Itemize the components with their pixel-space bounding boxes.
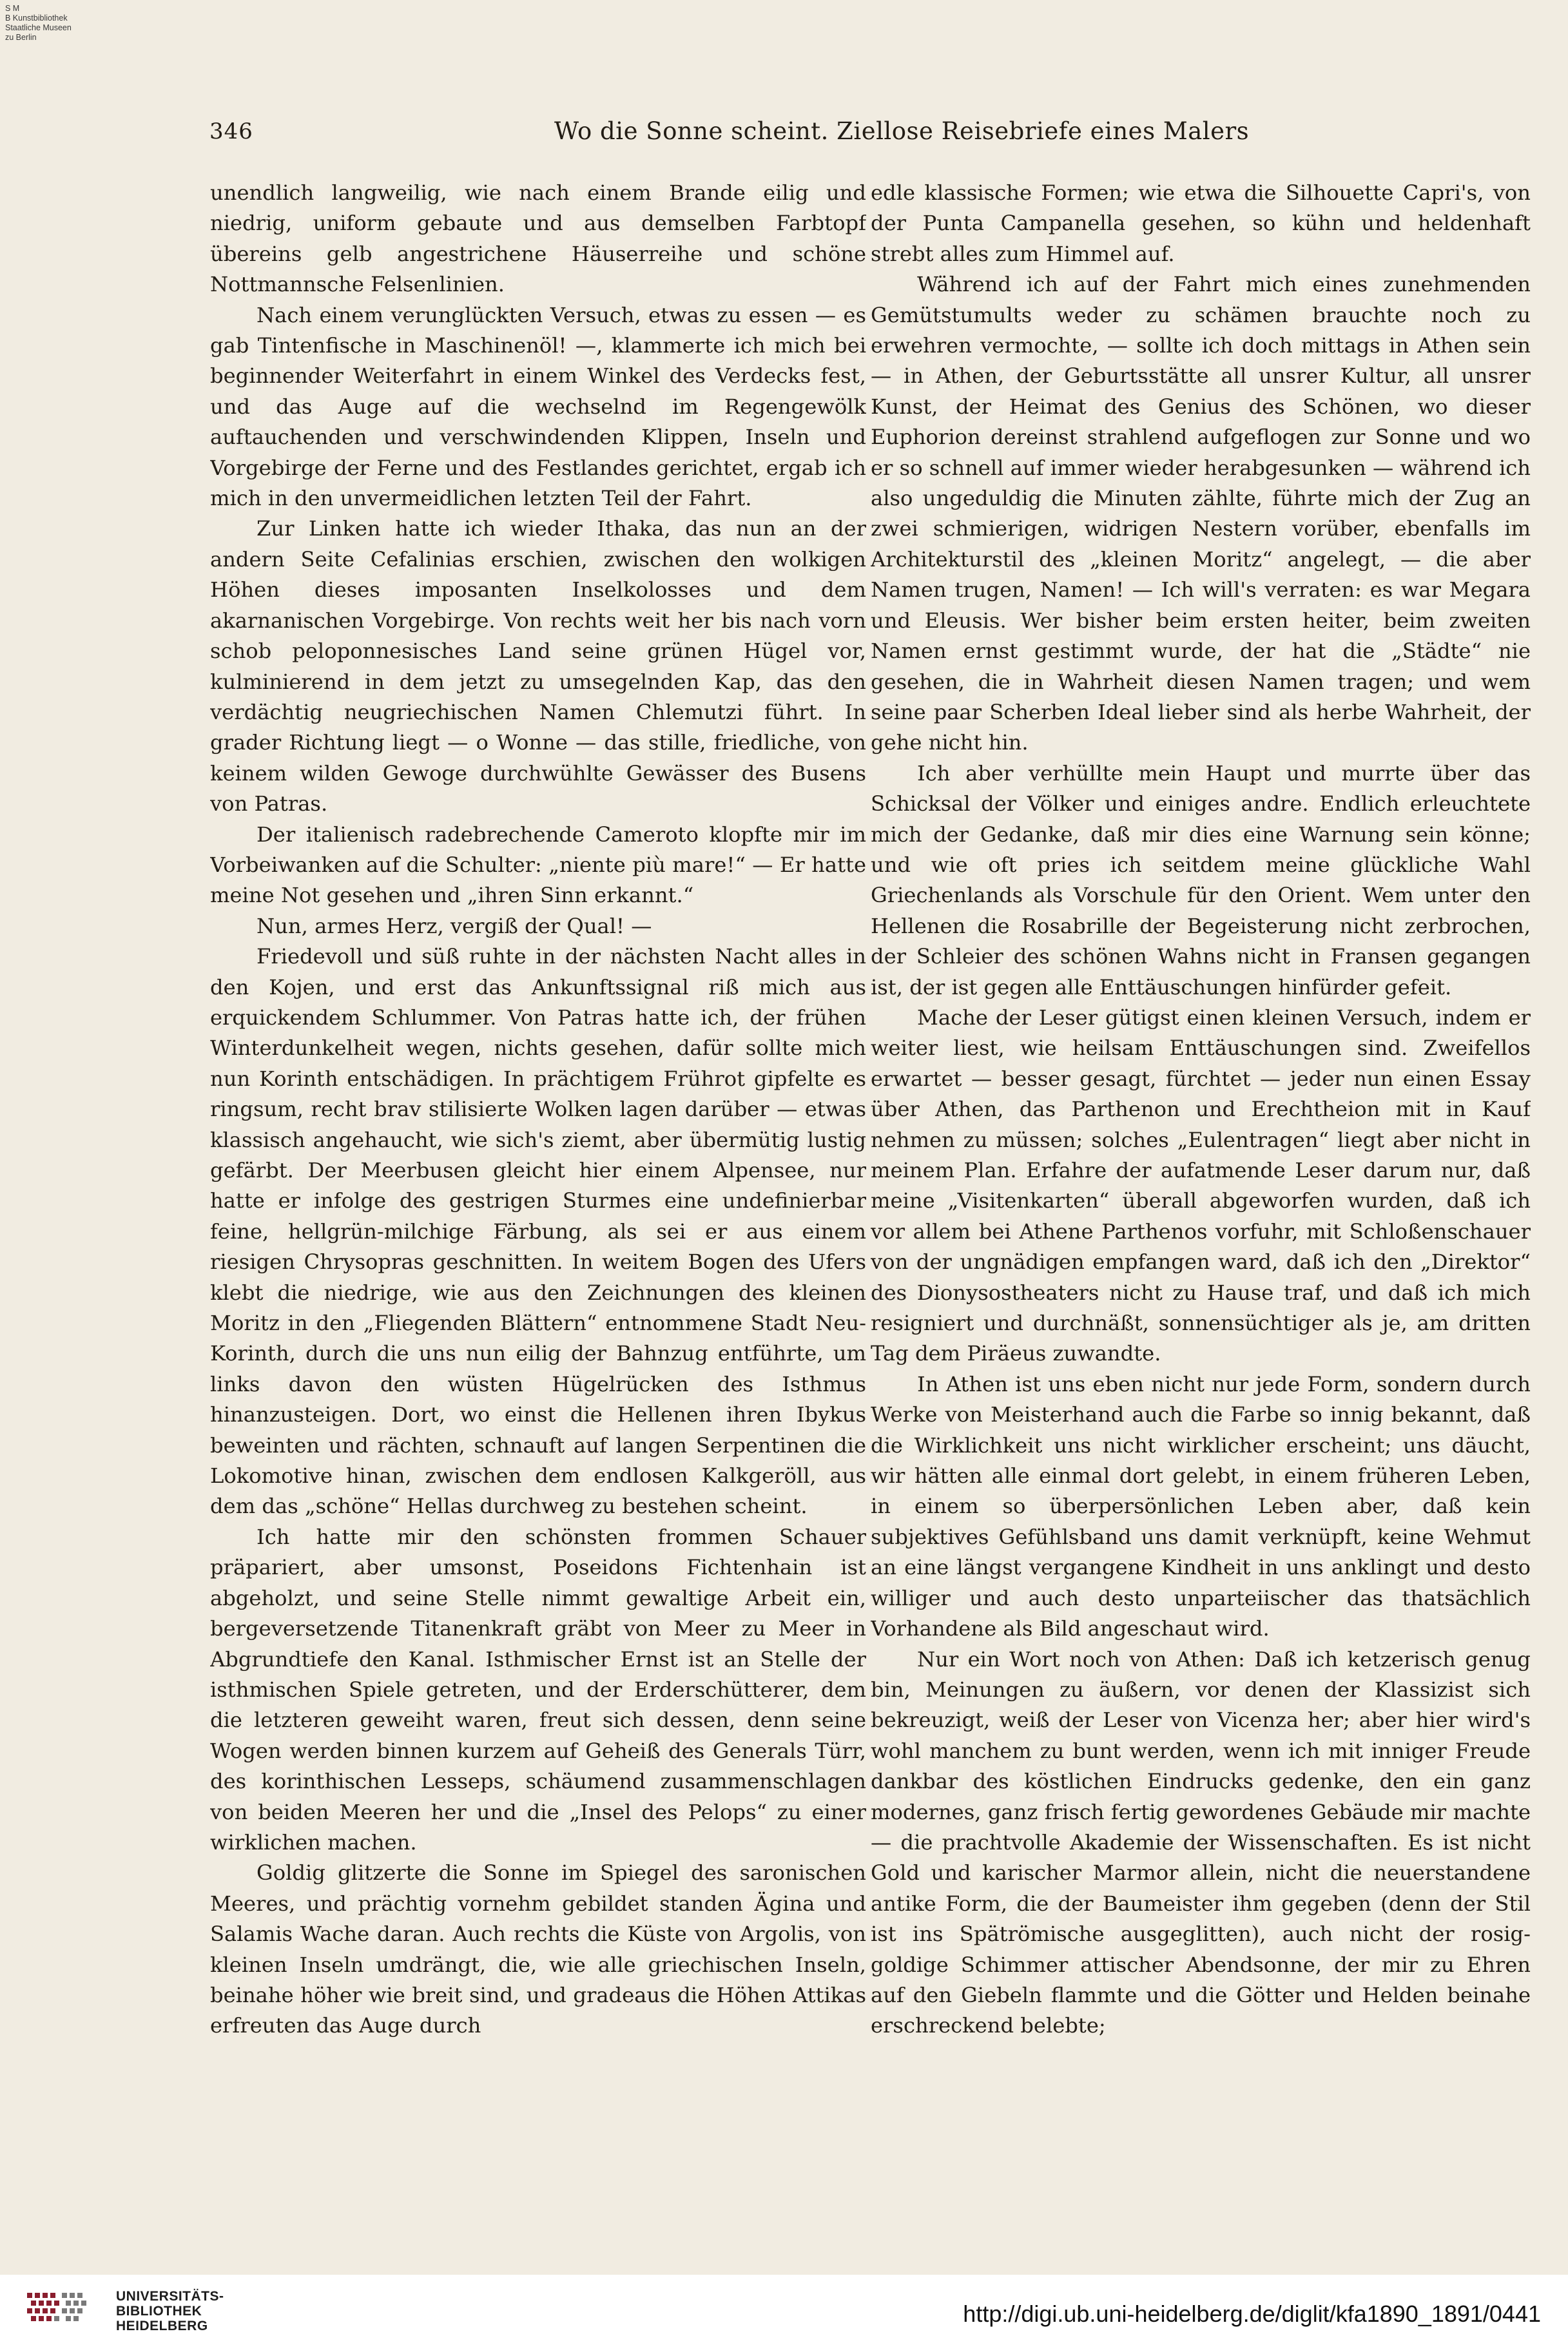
institution-line: UNIVERSITÄTS- bbox=[116, 2289, 224, 2304]
left-column bbox=[210, 178, 866, 2130]
paragraph: In Athen ist uns eben nicht nur jede Form, sondern durch Werke von Meisterhand auch die Farbe so innig bekannt, daß die Wirklichkeit uns nicht wirklicher erscheint; uns däucht, wir hätten alle einmal dort gelebt, in einem früheren Leben, in einem so überpersönlichen Leben aber, daß kein subjektives Gefühlsband uns damit verknüpft, keine Wehmut an eine längst vergangene Kindheit in uns anklingt und desto williger und auch desto unparteiischer das thatsächlich Vorhandene als Bild angeschaut wird. bbox=[871, 1371, 1531, 1641]
paragraph: unendlich langweilig, wie nach einem Brande eilig und niedrig, uniform gebaute und aus demselben Farbtopf übereins gelb angestrichene Häuserreihe und schöne Nottmannsche Felsenlinien. bbox=[210, 180, 866, 297]
library-stamp bbox=[5, 4, 102, 43]
paragraph: Ich aber verhüllte mein Haupt und murrte über das Schicksal der Völker und einiges andre. Endlich erleuchtete mich der Gedanke, daß mir dies eine Warnung sein könne; und wie oft pries ich seitdem meine glückliche Wahl Griechenlands als Vorschule für den Orient. Wem unter den Hellenen die Rosabrille der Begeisterung nicht zerbrochen, der Schleier des schönen Wahns nicht in Fransen gegangen ist, der ist gegen alle Enttäuschungen hinfürder gefeit. bbox=[871, 760, 1531, 999]
paragraph: Nun, armes Herz, vergiß der Qual! — bbox=[256, 913, 652, 938]
paragraph: Während ich auf der Fahrt mich eines zunehmenden Gemütstumults weder zu schämen brauchte noch zu erwehren vermochte, — sollte ich doch mittags in Athen sein — in Athen, der Geburtsstätte all unsrer Kultur, all unsrer Kunst, der Heimat des Genius des Schönen, wo dieser Euphorion dereinst strahlend aufgeflogen zur Sonne und wo er so schnell auf immer wieder herabgesunken — während ich also ungeduldig die Minuten zählte, führte mich der Zug an zwei schmierigen, widrigen Nestern vorüber, ebenfalls im Architekturstil des „kleinen Moritz“ angelegt, — die aber Namen trugen, Namen! — Ich will's verraten: es war Megara und Eleusis. Wer bisher beim ersten heiter, beim zweiten Namen ernst gestimmt wurde, der hat die „Städte“ nie gesehen, die in Wahrheit diesen Namen tragen; und wem seine paar Scherben Ideal lieber sind als herbe Wahrheit, der gehe nicht hin. bbox=[871, 272, 1531, 755]
stamp-line: zu Berlin bbox=[5, 33, 37, 42]
paragraph: Nur ein Wort noch von Athen: Daß ich ketzerisch genug bin, Meinungen zu äußern, vor denen der Klassizist sich bekreuzigt, weiß der Leser von Vicenza her; aber hier wird's wohl manchem zu bunt werden, wenn ich mit inniger Freude dankbar des köstlichen Eindrucks gedenke, den ein ganz modernes, ganz frisch fertig gewordenes Gebäude mir machte — die prachtvolle Akademie der Wissenschaften. Es ist nicht Gold und karischer Marmor allein, nicht die neuerstandene antike Form, die der Baumeister ihm gegeben (denn der Stil ist ins Spätrömische ausgeglitten), auch nicht der rosig-goldige Schimmer attischer Abendsonne, der mir zu Ehren auf den Giebeln flammte und die Götter und Helden beinahe erschreckend belebte; bbox=[871, 1646, 1531, 2038]
university-seal-icon bbox=[24, 2290, 95, 2328]
institution-name bbox=[116, 2289, 224, 2333]
paragraph: Zur Linken hatte ich wieder Ithaka, das nun an der andern Seite Cefalinias erschien, zwischen den wolkigen Höhen dieses imposanten Inselkolosses und dem akarnanischen Vorgebirge. Von rechts weit her bis nach vorn schob peloponnesisches Land seine grünen Hügel vor, kulminierend in dem jetzt zu umsegelnden Kap, das den verdächtig neugriechischen Namen Chlemutzi führt. In grader Richtung liegt — o Wonne — das stille, friedliche, von keinem wilden Gewoge durchwühlte Gewässer des Busens von Patras. bbox=[210, 516, 866, 816]
paragraph: Friedevoll und süß ruhte in der nächsten Nacht alles in den Kojen, und erst das Ankunftssignal riß mich aus erquickendem Schlummer. Von Patras hatte ich, der frühen Winterdunkelheit wegen, nichts gesehen, dafür sollte mich nun Korinth entschädigen. In prächtigem Frührot gipfelte es ringsum, recht brav stilisierte Wolken lagen darüber — etwas klassisch angehaucht, wie sich's ziemt, aber übermütig lustig gefärbt. Der Meerbusen gleicht hier einem Alpensee, nur hatte er infolge des gestrigen Sturmes eine undefinierbar feine, hellgrün-milchige Färbung, als sei er aus einem riesigen Chrysopras geschnitten. In weitem Bogen des Ufers klebt die niedrige, wie aus den Zeichnungen des kleinen Moritz in den „Fliegenden Blättern“ entnommene Stadt Neu-Korinth, durch die uns nun eilig der Bahnzug entführte, um links davon den wüsten Hügelrücken des Isthmus hinanzusteigen. Dort, wo einst die Hellenen ihren Ibykus beweinten und rächten, schnauft auf langen Serpentinen die Lokomotive hinan, zwischen dem endlosen Kalkgeröll, aus dem das „schöne“ Hellas durchweg zu bestehen scheint. bbox=[210, 944, 866, 1519]
footer-bar bbox=[0, 2275, 1568, 2345]
paragraph: Mache der Leser gütigst einen kleinen Versuch, indem er weiter liest, wie heilsam Enttäuschungen sind. Zweifellos erwartet — besser gesagt, fürchtet — jeder nun einen Essay über Athen, das Parthenon und Erechtheion mit in Kauf nehmen zu müssen; solches „Eulentragen“ liegt aber nicht in meinem Plan. Erfahre der aufatmende Leser darum nur, daß meine „Visitenkarten“ überall abgeworfen wurden, daß ich vor allem bei Athene Parthenos vorfuhr, mit Schloßenschauer von der ungnädigen empfangen ward, daß ich den „Direktor“ des Dionysostheaters nicht zu Hause traf, und daß ich mich resigniert und durchnäßt, sonnensüchtiger als je, am dritten Tag dem Piräeus zuwandte. bbox=[871, 1005, 1531, 1366]
stamp-line: Staatliche Museen bbox=[5, 23, 72, 32]
page-title: Wo die Sonne scheint. Ziellose Reisebriefe eines Malers bbox=[554, 117, 1250, 145]
paragraph: Goldig glitzerte die Sonne im Spiegel des saronischen Meeres, und prächtig vornehm gebildet standen Ägina und Salamis Wache daran. Auch rechts die Küste von Argolis, von kleinen Inseln umdrängt, die, wie alle griechischen Inseln, beinahe höher wie breit sind, und gradeaus die Höhen Attikas erfreuten das Auge durch bbox=[210, 1860, 866, 2038]
paragraph: Ich hatte mir den schönsten frommen Schauer präpariert, aber umsonst, Poseidons Fichtenhain ist abgeholzt, und seine Stelle nimmt gewaltige Arbeit ein, bergeversetzende Titanenkraft gräbt von Meer zu Meer in Abgrundtiefe den Kanal. Isthmischer Ernst ist an Stelle der isthmischen Spiele getreten, und der Erderschütterer, dem die letzteren geweiht waren, freut sich dessen, denn seine Wogen werden binnen kurzem auf Geheiß des Generals Türr, des korinthischen Lesseps, schäumend zusammenschlagen von beiden Meeren her und die „Insel des Pelops“ zu einer wirklichen machen. bbox=[210, 1524, 866, 1855]
permalink-url[interactable]: http://digi.ub.uni-heidelberg.de/diglit/kfa1890_1891/0441 bbox=[963, 2301, 1541, 2327]
stamp-line: B Kunstbibliothek bbox=[5, 14, 68, 23]
running-head bbox=[0, 113, 1568, 152]
paragraph: Nach einem verunglückten Versuch, etwas zu essen — es gab Tintenfische in Maschinenöl! —, klammerte ich mich bei beginnender Weiterfahrt in einem Winkel des Verdecks fest, und das Auge auf die wechselnd im Regengewölk auftauchenden und verschwindenden Klippen, Inseln und Vorgebirge der Ferne und des Festlandes gerichtet, ergab ich mich in den unvermeidlichen letzten Teil der Fahrt. bbox=[210, 302, 866, 511]
institution-line: BIBLIOTHEK bbox=[116, 2304, 202, 2319]
paragraph: Der italienisch radebrechende Cameroto klopfte mir im Vorbeiwanken auf die Schulter: „niente più mare!“ — Er hatte meine Not gesehen und „ihren Sinn erkannt.“ bbox=[210, 822, 866, 908]
paragraph: edle klassische Formen; wie etwa die Silhouette Capri's, von der Punta Campanella gesehen, so kühn und heldenhaft strebt alles zum Himmel auf. bbox=[871, 180, 1531, 266]
page-number: 346 bbox=[209, 119, 253, 144]
right-column bbox=[871, 178, 1531, 2130]
institution-line: HEIDELBERG bbox=[116, 2319, 208, 2333]
stamp-line: S M bbox=[5, 4, 20, 13]
